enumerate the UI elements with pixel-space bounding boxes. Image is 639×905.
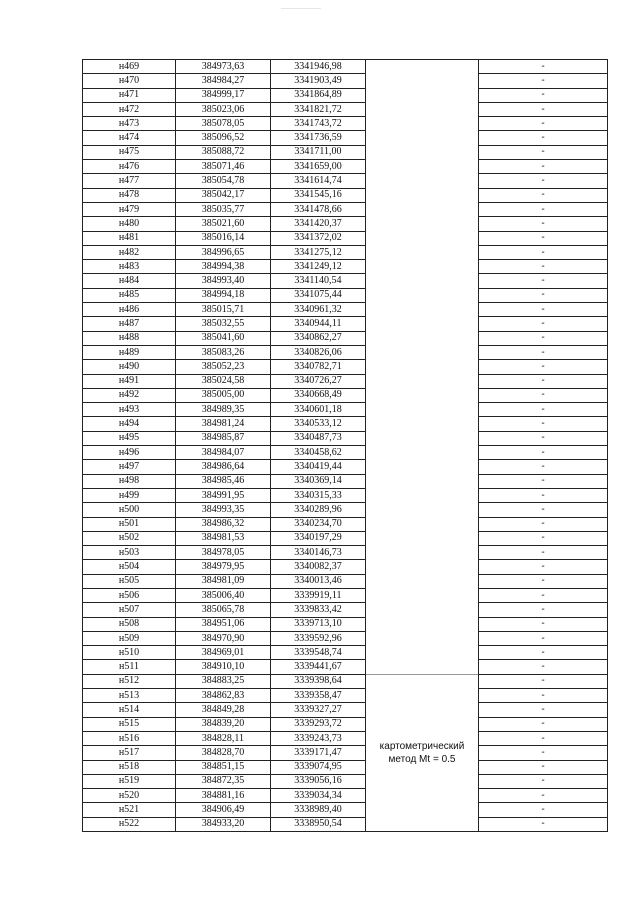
error-cell: - bbox=[479, 817, 608, 831]
point-id-cell: н472 bbox=[83, 102, 176, 116]
x-coordinate-cell: 384881,16 bbox=[176, 789, 271, 803]
x-coordinate-cell: 384973,63 bbox=[176, 60, 271, 74]
point-id-cell: н518 bbox=[83, 760, 176, 774]
point-id-cell: н510 bbox=[83, 646, 176, 660]
error-cell: - bbox=[479, 717, 608, 731]
x-coordinate-cell: 385005,00 bbox=[176, 388, 271, 402]
y-coordinate-cell: 3339592,96 bbox=[271, 631, 366, 645]
y-coordinate-cell: 3339243,73 bbox=[271, 731, 366, 745]
x-coordinate-cell: 385078,05 bbox=[176, 117, 271, 131]
error-cell: - bbox=[479, 303, 608, 317]
x-coordinate-cell: 384985,87 bbox=[176, 431, 271, 445]
error-cell: - bbox=[479, 417, 608, 431]
y-coordinate-cell: 3341372,02 bbox=[271, 231, 366, 245]
point-id-cell: н479 bbox=[83, 202, 176, 216]
y-coordinate-cell: 3339398,64 bbox=[271, 674, 366, 688]
error-cell: - bbox=[479, 660, 608, 674]
table-row bbox=[83, 74, 608, 88]
table-row bbox=[83, 474, 608, 488]
y-coordinate-cell: 3340862,27 bbox=[271, 331, 366, 345]
y-coordinate-cell: 3341903,49 bbox=[271, 74, 366, 88]
table-row bbox=[83, 631, 608, 645]
point-id-cell: н494 bbox=[83, 417, 176, 431]
point-id-cell: н500 bbox=[83, 503, 176, 517]
point-id-cell: н476 bbox=[83, 160, 176, 174]
table-row bbox=[83, 102, 608, 116]
x-coordinate-cell: 384883,25 bbox=[176, 674, 271, 688]
error-cell: - bbox=[479, 488, 608, 502]
y-coordinate-cell: 3340013,46 bbox=[271, 574, 366, 588]
error-cell: - bbox=[479, 703, 608, 717]
point-id-cell: н509 bbox=[83, 631, 176, 645]
table-row bbox=[83, 317, 608, 331]
table-row bbox=[83, 588, 608, 602]
error-cell: - bbox=[479, 746, 608, 760]
y-coordinate-cell: 3341249,12 bbox=[271, 260, 366, 274]
table-row bbox=[83, 374, 608, 388]
point-id-cell: н493 bbox=[83, 403, 176, 417]
table-row bbox=[83, 617, 608, 631]
x-coordinate-cell: 384994,18 bbox=[176, 288, 271, 302]
point-id-cell: н503 bbox=[83, 546, 176, 560]
table-row bbox=[83, 717, 608, 731]
x-coordinate-cell: 385052,23 bbox=[176, 360, 271, 374]
table-row bbox=[83, 774, 608, 788]
x-coordinate-cell: 385035,77 bbox=[176, 202, 271, 216]
x-coordinate-cell: 384851,15 bbox=[176, 760, 271, 774]
x-coordinate-cell: 384969,01 bbox=[176, 646, 271, 660]
error-cell: - bbox=[479, 789, 608, 803]
x-coordinate-cell: 384979,95 bbox=[176, 560, 271, 574]
x-coordinate-cell: 384828,11 bbox=[176, 731, 271, 745]
y-coordinate-cell: 3339919,11 bbox=[271, 588, 366, 602]
error-cell: - bbox=[479, 160, 608, 174]
x-coordinate-cell: 384872,35 bbox=[176, 774, 271, 788]
y-coordinate-cell: 3341864,89 bbox=[271, 88, 366, 102]
y-coordinate-cell: 3340234,70 bbox=[271, 517, 366, 531]
x-coordinate-cell: 384993,40 bbox=[176, 274, 271, 288]
x-coordinate-cell: 384862,83 bbox=[176, 689, 271, 703]
point-id-cell: н470 bbox=[83, 74, 176, 88]
error-cell: - bbox=[479, 260, 608, 274]
point-id-cell: н486 bbox=[83, 303, 176, 317]
y-coordinate-cell: 3340782,71 bbox=[271, 360, 366, 374]
point-id-cell: н521 bbox=[83, 803, 176, 817]
x-coordinate-cell: 384996,65 bbox=[176, 245, 271, 259]
point-id-cell: н502 bbox=[83, 531, 176, 545]
x-coordinate-cell: 384981,24 bbox=[176, 417, 271, 431]
x-coordinate-cell: 384999,17 bbox=[176, 88, 271, 102]
error-cell: - bbox=[479, 174, 608, 188]
point-id-cell: н507 bbox=[83, 603, 176, 617]
y-coordinate-cell: 3341140,54 bbox=[271, 274, 366, 288]
x-coordinate-cell: 385065,78 bbox=[176, 603, 271, 617]
y-coordinate-cell: 3340668,49 bbox=[271, 388, 366, 402]
table-row bbox=[83, 703, 608, 717]
x-coordinate-cell: 385023,06 bbox=[176, 102, 271, 116]
x-coordinate-cell: 384986,64 bbox=[176, 460, 271, 474]
x-coordinate-cell: 384994,38 bbox=[176, 260, 271, 274]
y-coordinate-cell: 3340601,18 bbox=[271, 403, 366, 417]
table-row bbox=[83, 574, 608, 588]
table-row bbox=[83, 260, 608, 274]
error-cell: - bbox=[479, 145, 608, 159]
table-row bbox=[83, 131, 608, 145]
y-coordinate-cell: 3340826,06 bbox=[271, 345, 366, 359]
point-id-cell: н514 bbox=[83, 703, 176, 717]
table-row bbox=[83, 488, 608, 502]
table-row bbox=[83, 331, 608, 345]
point-id-cell: н484 bbox=[83, 274, 176, 288]
table-row bbox=[83, 403, 608, 417]
x-coordinate-cell: 385071,46 bbox=[176, 160, 271, 174]
point-id-cell: н487 bbox=[83, 317, 176, 331]
y-coordinate-cell: 3338989,40 bbox=[271, 803, 366, 817]
error-cell: - bbox=[479, 202, 608, 216]
table-row bbox=[83, 145, 608, 159]
table-row bbox=[83, 174, 608, 188]
y-coordinate-cell: 3340082,37 bbox=[271, 560, 366, 574]
x-coordinate-cell: 385083,26 bbox=[176, 345, 271, 359]
error-cell: - bbox=[479, 274, 608, 288]
point-id-cell: н499 bbox=[83, 488, 176, 502]
y-coordinate-cell: 3340315,33 bbox=[271, 488, 366, 502]
point-id-cell: н505 bbox=[83, 574, 176, 588]
error-cell: - bbox=[479, 503, 608, 517]
point-id-cell: н478 bbox=[83, 188, 176, 202]
y-coordinate-cell: 3339171,47 bbox=[271, 746, 366, 760]
table-row bbox=[83, 674, 608, 688]
x-coordinate-cell: 384985,46 bbox=[176, 474, 271, 488]
point-id-cell: н471 bbox=[83, 88, 176, 102]
error-cell: - bbox=[479, 388, 608, 402]
point-id-cell: н513 bbox=[83, 689, 176, 703]
x-coordinate-cell: 385054,78 bbox=[176, 174, 271, 188]
x-coordinate-cell: 384984,07 bbox=[176, 446, 271, 460]
point-id-cell: н489 bbox=[83, 345, 176, 359]
table-row bbox=[83, 446, 608, 460]
y-coordinate-cell: 3340961,32 bbox=[271, 303, 366, 317]
error-cell: - bbox=[479, 245, 608, 259]
point-id-cell: н482 bbox=[83, 245, 176, 259]
table-row bbox=[83, 689, 608, 703]
table-row bbox=[83, 217, 608, 231]
y-coordinate-cell: 3341821,72 bbox=[271, 102, 366, 116]
x-coordinate-cell: 384993,35 bbox=[176, 503, 271, 517]
y-coordinate-cell: 3341743,72 bbox=[271, 117, 366, 131]
y-coordinate-cell: 3340458,62 bbox=[271, 446, 366, 460]
table-row bbox=[83, 117, 608, 131]
point-id-cell: н477 bbox=[83, 174, 176, 188]
y-coordinate-cell: 3341075,44 bbox=[271, 288, 366, 302]
error-cell: - bbox=[479, 60, 608, 74]
point-id-cell: н522 bbox=[83, 817, 176, 831]
x-coordinate-cell: 385016,14 bbox=[176, 231, 271, 245]
error-cell: - bbox=[479, 88, 608, 102]
table-row bbox=[83, 388, 608, 402]
error-cell: - bbox=[479, 431, 608, 445]
x-coordinate-cell: 385088,72 bbox=[176, 145, 271, 159]
table-row bbox=[83, 560, 608, 574]
scan-artifact bbox=[281, 8, 321, 9]
error-cell: - bbox=[479, 603, 608, 617]
table-row bbox=[83, 245, 608, 259]
error-cell: - bbox=[479, 546, 608, 560]
x-coordinate-cell: 384989,35 bbox=[176, 403, 271, 417]
point-id-cell: н506 bbox=[83, 588, 176, 602]
point-id-cell: н515 bbox=[83, 717, 176, 731]
table-row bbox=[83, 603, 608, 617]
point-id-cell: н480 bbox=[83, 217, 176, 231]
error-cell: - bbox=[479, 631, 608, 645]
y-coordinate-cell: 3341711,00 bbox=[271, 145, 366, 159]
y-coordinate-cell: 3341614,74 bbox=[271, 174, 366, 188]
point-id-cell: н496 bbox=[83, 446, 176, 460]
point-id-cell: н517 bbox=[83, 746, 176, 760]
point-id-cell: н485 bbox=[83, 288, 176, 302]
y-coordinate-cell: 3340487,73 bbox=[271, 431, 366, 445]
point-id-cell: н488 bbox=[83, 331, 176, 345]
table-row bbox=[83, 88, 608, 102]
error-cell: - bbox=[479, 345, 608, 359]
error-cell: - bbox=[479, 131, 608, 145]
y-coordinate-cell: 3339358,47 bbox=[271, 689, 366, 703]
error-cell: - bbox=[479, 574, 608, 588]
table-row bbox=[83, 817, 608, 831]
y-coordinate-cell: 3339327,27 bbox=[271, 703, 366, 717]
y-coordinate-cell: 3338950,54 bbox=[271, 817, 366, 831]
x-coordinate-cell: 384910,10 bbox=[176, 660, 271, 674]
y-coordinate-cell: 3340944,11 bbox=[271, 317, 366, 331]
point-id-cell: н504 bbox=[83, 560, 176, 574]
point-id-cell: н497 bbox=[83, 460, 176, 474]
y-coordinate-cell: 3339056,16 bbox=[271, 774, 366, 788]
table-row bbox=[83, 531, 608, 545]
error-cell: - bbox=[479, 560, 608, 574]
point-id-cell: н474 bbox=[83, 131, 176, 145]
point-id-cell: н492 bbox=[83, 388, 176, 402]
point-id-cell: н520 bbox=[83, 789, 176, 803]
table-row bbox=[83, 760, 608, 774]
error-cell: - bbox=[479, 760, 608, 774]
error-cell: - bbox=[479, 288, 608, 302]
x-coordinate-cell: 384828,70 bbox=[176, 746, 271, 760]
point-id-cell: н495 bbox=[83, 431, 176, 445]
point-id-cell: н512 bbox=[83, 674, 176, 688]
point-id-cell: н519 bbox=[83, 774, 176, 788]
method-cell: картометрический метод Mt = 0.5 bbox=[366, 674, 479, 831]
error-cell: - bbox=[479, 317, 608, 331]
y-coordinate-cell: 3340419,44 bbox=[271, 460, 366, 474]
point-id-cell: н511 bbox=[83, 660, 176, 674]
x-coordinate-cell: 384981,53 bbox=[176, 531, 271, 545]
method-cell-empty bbox=[366, 60, 479, 675]
error-cell: - bbox=[479, 374, 608, 388]
x-coordinate-cell: 385032,55 bbox=[176, 317, 271, 331]
error-cell: - bbox=[479, 403, 608, 417]
y-coordinate-cell: 3339293,72 bbox=[271, 717, 366, 731]
table-row bbox=[83, 660, 608, 674]
table-row bbox=[83, 345, 608, 359]
error-cell: - bbox=[479, 446, 608, 460]
x-coordinate-cell: 384981,09 bbox=[176, 574, 271, 588]
error-cell: - bbox=[479, 231, 608, 245]
table-row bbox=[83, 517, 608, 531]
x-coordinate-cell: 384978,05 bbox=[176, 546, 271, 560]
y-coordinate-cell: 3341275,12 bbox=[271, 245, 366, 259]
table-row bbox=[83, 202, 608, 216]
error-cell: - bbox=[479, 460, 608, 474]
point-id-cell: н469 bbox=[83, 60, 176, 74]
x-coordinate-cell: 385042,17 bbox=[176, 188, 271, 202]
point-id-cell: н508 bbox=[83, 617, 176, 631]
table-row bbox=[83, 646, 608, 660]
error-cell: - bbox=[479, 674, 608, 688]
error-cell: - bbox=[479, 803, 608, 817]
table-row bbox=[83, 803, 608, 817]
x-coordinate-cell: 385041,60 bbox=[176, 331, 271, 345]
x-coordinate-cell: 384986,32 bbox=[176, 517, 271, 531]
error-cell: - bbox=[479, 102, 608, 116]
table-row bbox=[83, 288, 608, 302]
y-coordinate-cell: 3339548,74 bbox=[271, 646, 366, 660]
x-coordinate-cell: 384970,90 bbox=[176, 631, 271, 645]
coordinates-table bbox=[82, 59, 608, 832]
error-cell: - bbox=[479, 588, 608, 602]
table-row bbox=[83, 360, 608, 374]
point-id-cell: н481 bbox=[83, 231, 176, 245]
error-cell: - bbox=[479, 517, 608, 531]
point-id-cell: н516 bbox=[83, 731, 176, 745]
y-coordinate-cell: 3341736,59 bbox=[271, 131, 366, 145]
x-coordinate-cell: 384839,20 bbox=[176, 717, 271, 731]
y-coordinate-cell: 3340369,14 bbox=[271, 474, 366, 488]
error-cell: - bbox=[479, 331, 608, 345]
table-row bbox=[83, 731, 608, 745]
table-row bbox=[83, 60, 608, 74]
error-cell: - bbox=[479, 617, 608, 631]
y-coordinate-cell: 3340726,27 bbox=[271, 374, 366, 388]
x-coordinate-cell: 385021,60 bbox=[176, 217, 271, 231]
y-coordinate-cell: 3341659,00 bbox=[271, 160, 366, 174]
y-coordinate-cell: 3339441,67 bbox=[271, 660, 366, 674]
table-row bbox=[83, 460, 608, 474]
y-coordinate-cell: 3339713,10 bbox=[271, 617, 366, 631]
error-cell: - bbox=[479, 360, 608, 374]
point-id-cell: н483 bbox=[83, 260, 176, 274]
x-coordinate-cell: 384984,27 bbox=[176, 74, 271, 88]
point-id-cell: н498 bbox=[83, 474, 176, 488]
x-coordinate-cell: 385006,40 bbox=[176, 588, 271, 602]
table-row bbox=[83, 160, 608, 174]
y-coordinate-cell: 3340197,29 bbox=[271, 531, 366, 545]
error-cell: - bbox=[479, 74, 608, 88]
error-cell: - bbox=[479, 188, 608, 202]
y-coordinate-cell: 3340289,96 bbox=[271, 503, 366, 517]
table-row bbox=[83, 789, 608, 803]
table-row bbox=[83, 431, 608, 445]
y-coordinate-cell: 3339833,42 bbox=[271, 603, 366, 617]
error-cell: - bbox=[479, 217, 608, 231]
y-coordinate-cell: 3341420,37 bbox=[271, 217, 366, 231]
error-cell: - bbox=[479, 117, 608, 131]
table-row bbox=[83, 417, 608, 431]
table-row bbox=[83, 231, 608, 245]
table-row bbox=[83, 546, 608, 560]
y-coordinate-cell: 3339034,34 bbox=[271, 789, 366, 803]
y-coordinate-cell: 3340533,12 bbox=[271, 417, 366, 431]
table-row bbox=[83, 503, 608, 517]
y-coordinate-cell: 3341946,98 bbox=[271, 60, 366, 74]
coordinates-table-body bbox=[83, 60, 608, 832]
error-cell: - bbox=[479, 474, 608, 488]
x-coordinate-cell: 384991,95 bbox=[176, 488, 271, 502]
x-coordinate-cell: 384933,20 bbox=[176, 817, 271, 831]
error-cell: - bbox=[479, 531, 608, 545]
point-id-cell: н490 bbox=[83, 360, 176, 374]
point-id-cell: н491 bbox=[83, 374, 176, 388]
y-coordinate-cell: 3340146,73 bbox=[271, 546, 366, 560]
table-row bbox=[83, 746, 608, 760]
y-coordinate-cell: 3341545,16 bbox=[271, 188, 366, 202]
error-cell: - bbox=[479, 646, 608, 660]
x-coordinate-cell: 385024,58 bbox=[176, 374, 271, 388]
error-cell: - bbox=[479, 774, 608, 788]
table-row bbox=[83, 303, 608, 317]
table-row bbox=[83, 274, 608, 288]
x-coordinate-cell: 385096,52 bbox=[176, 131, 271, 145]
point-id-cell: н475 bbox=[83, 145, 176, 159]
y-coordinate-cell: 3341478,66 bbox=[271, 202, 366, 216]
point-id-cell: н501 bbox=[83, 517, 176, 531]
y-coordinate-cell: 3339074,95 bbox=[271, 760, 366, 774]
table-row bbox=[83, 188, 608, 202]
error-cell: - bbox=[479, 731, 608, 745]
x-coordinate-cell: 385015,71 bbox=[176, 303, 271, 317]
error-cell: - bbox=[479, 689, 608, 703]
x-coordinate-cell: 384951,06 bbox=[176, 617, 271, 631]
point-id-cell: н473 bbox=[83, 117, 176, 131]
x-coordinate-cell: 384849,28 bbox=[176, 703, 271, 717]
x-coordinate-cell: 384906,49 bbox=[176, 803, 271, 817]
